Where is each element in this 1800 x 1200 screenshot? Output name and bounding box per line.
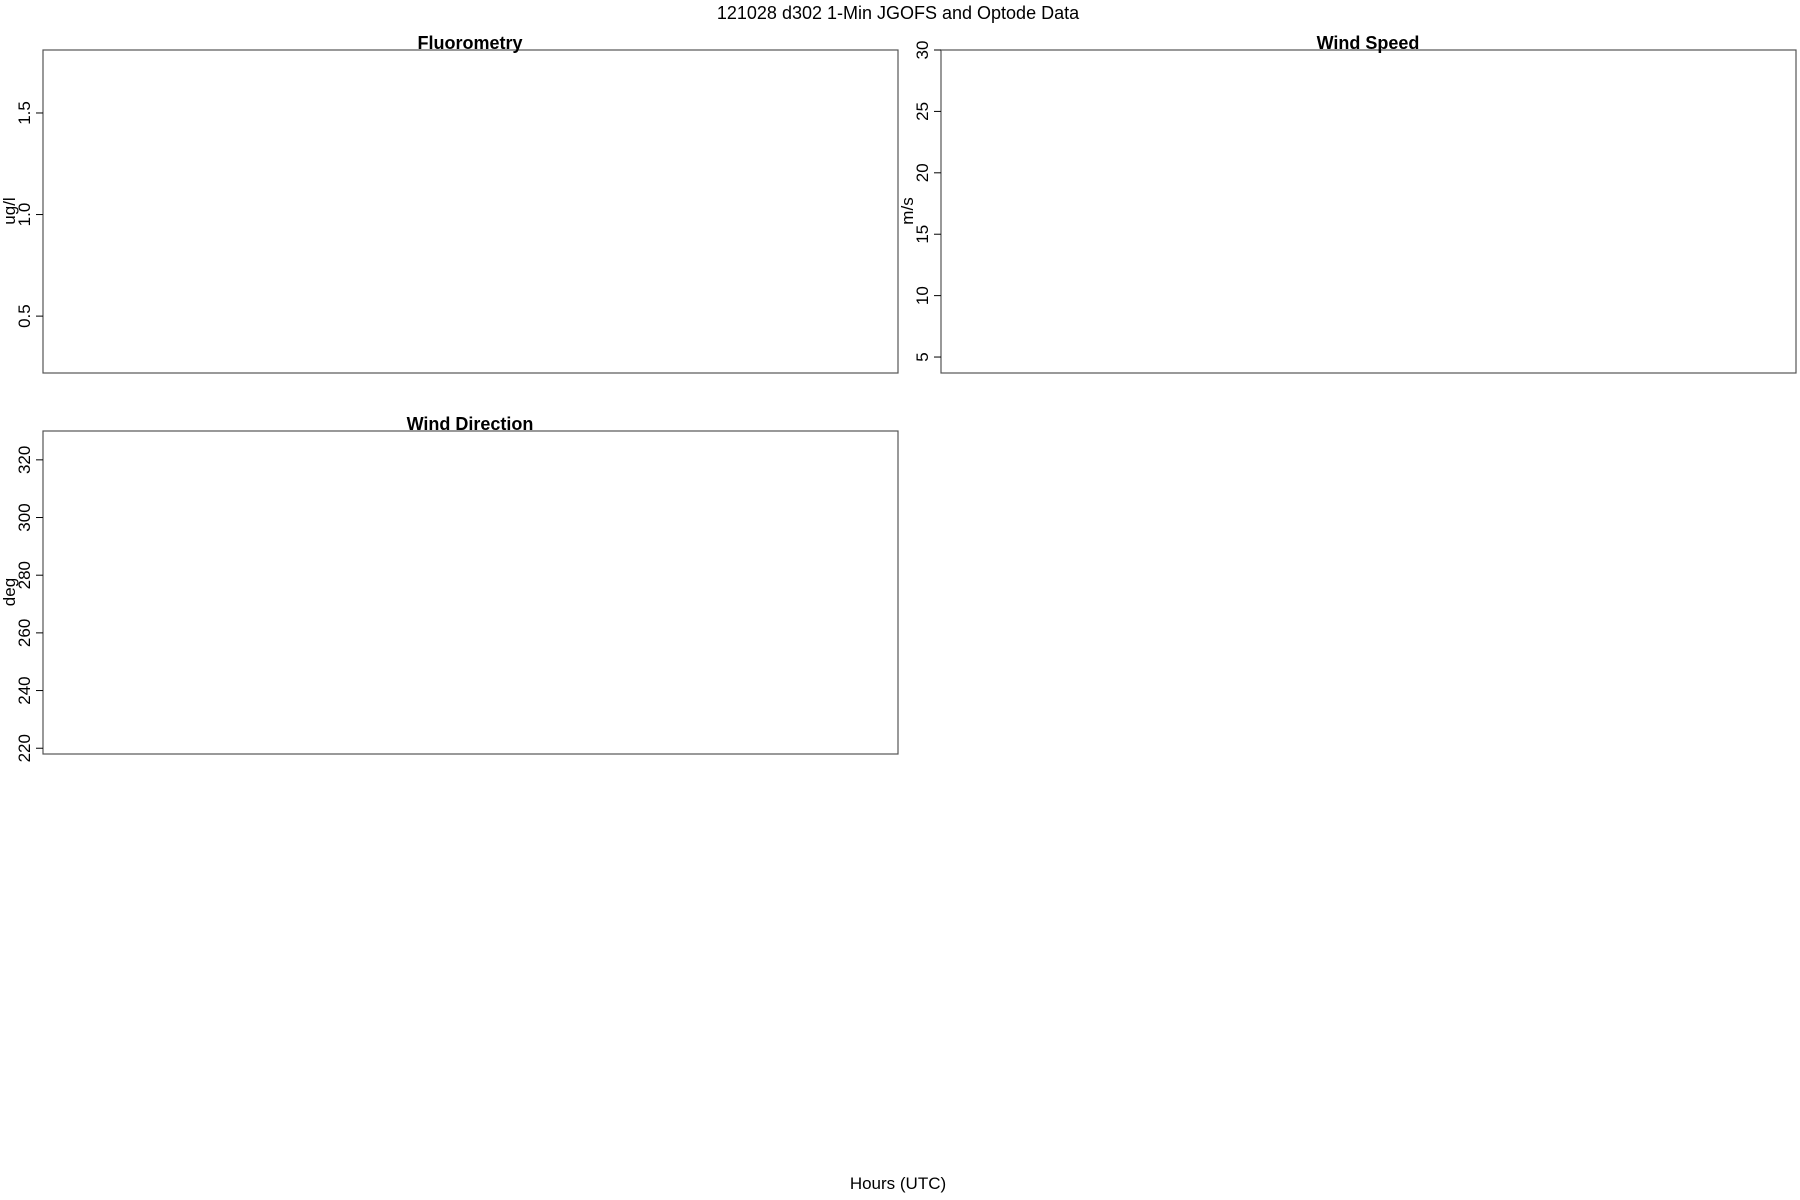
plot-frame: [43, 431, 898, 754]
y-axis-label: deg: [0, 577, 19, 607]
y-axis-label: m/s: [898, 197, 917, 225]
y-axis: [15, 446, 43, 763]
y-tick-label: 320: [15, 445, 34, 475]
y-tick-label: 25: [913, 101, 932, 121]
y-tick-label: 240: [15, 676, 34, 705]
y-axis: [913, 41, 941, 362]
y-tick-label: 300: [15, 503, 34, 532]
panel-title: Fluorometry: [417, 33, 523, 53]
x-axis-label: Hours (UTC): [849, 1174, 947, 1193]
figure-title: 121028 d302 1-Min JGOFS and Optode Data: [716, 3, 1080, 23]
y-tick-label: 30: [913, 40, 932, 60]
panel-wind-speed: [898, 33, 1796, 373]
panel-fluorometry: [0, 33, 898, 373]
plot-frame: [43, 50, 898, 373]
plot-frame: [941, 50, 1796, 373]
y-tick-label: 1.0: [15, 202, 34, 227]
y-tick-label: 280: [15, 561, 34, 590]
y-tick-label: 0.5: [15, 304, 34, 328]
y-tick-label: 220: [15, 734, 34, 763]
y-tick-label: 10: [913, 286, 932, 306]
y-tick-label: 20: [913, 163, 932, 183]
y-axis-label: ug/l: [0, 197, 19, 225]
y-tick-label: 15: [913, 224, 932, 244]
panel-title: Wind Speed: [1316, 33, 1420, 53]
panel-title: Wind Direction: [406, 414, 534, 434]
y-tick-label: 260: [15, 618, 34, 648]
panel-wind-direction: [0, 414, 898, 762]
y-axis: [15, 101, 43, 328]
y-tick-label: 5: [913, 352, 932, 362]
y-tick-label: 1.5: [15, 101, 34, 125]
